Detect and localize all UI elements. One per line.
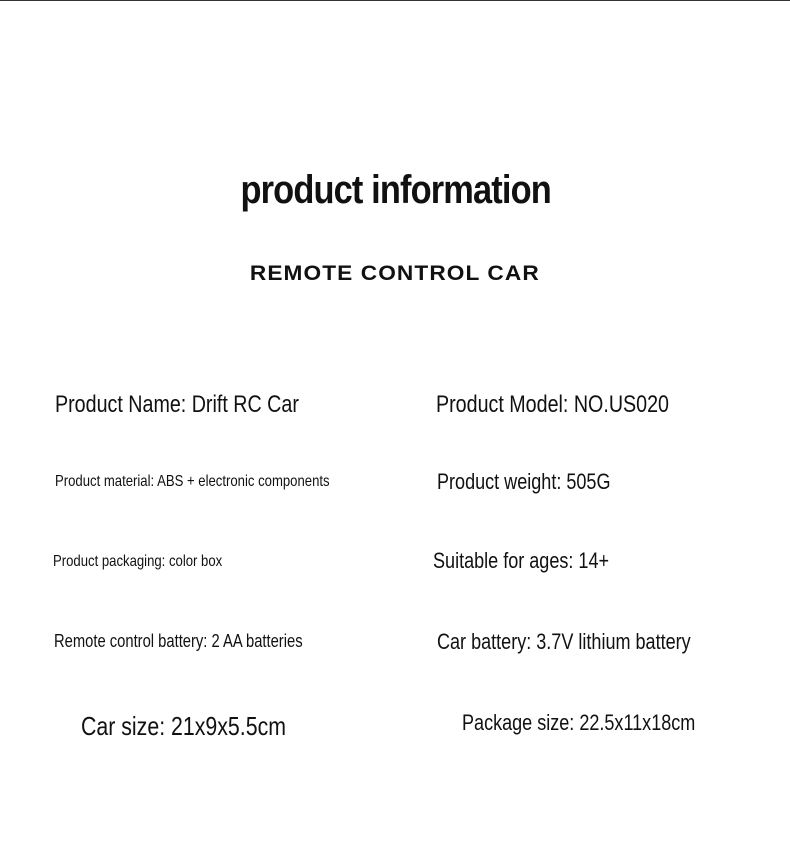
spec-product-weight: Product weight: 505G xyxy=(437,469,611,494)
page-title: product information xyxy=(240,168,551,212)
page-subtitle: REMOTE CONTROL CAR xyxy=(249,262,540,285)
top-divider xyxy=(0,0,790,1)
spec-product-name: Product Name: Drift RC Car xyxy=(55,391,299,418)
spec-car-battery: Car battery: 3.7V lithium battery xyxy=(437,629,691,654)
spec-remote-battery: Remote control battery: 2 AA batteries xyxy=(54,631,303,651)
spec-product-material: Product material: ABS + electronic components xyxy=(55,473,330,490)
spec-suitable-ages: Suitable for ages: 14+ xyxy=(433,548,610,573)
spec-car-size: Car size: 21x9x5.5cm xyxy=(81,711,286,741)
spec-product-packaging: Product packaging: color box xyxy=(53,553,223,570)
spec-package-size: Package size: 22.5x11x18cm xyxy=(462,710,696,735)
spec-product-model: Product Model: NO.US020 xyxy=(436,391,669,418)
